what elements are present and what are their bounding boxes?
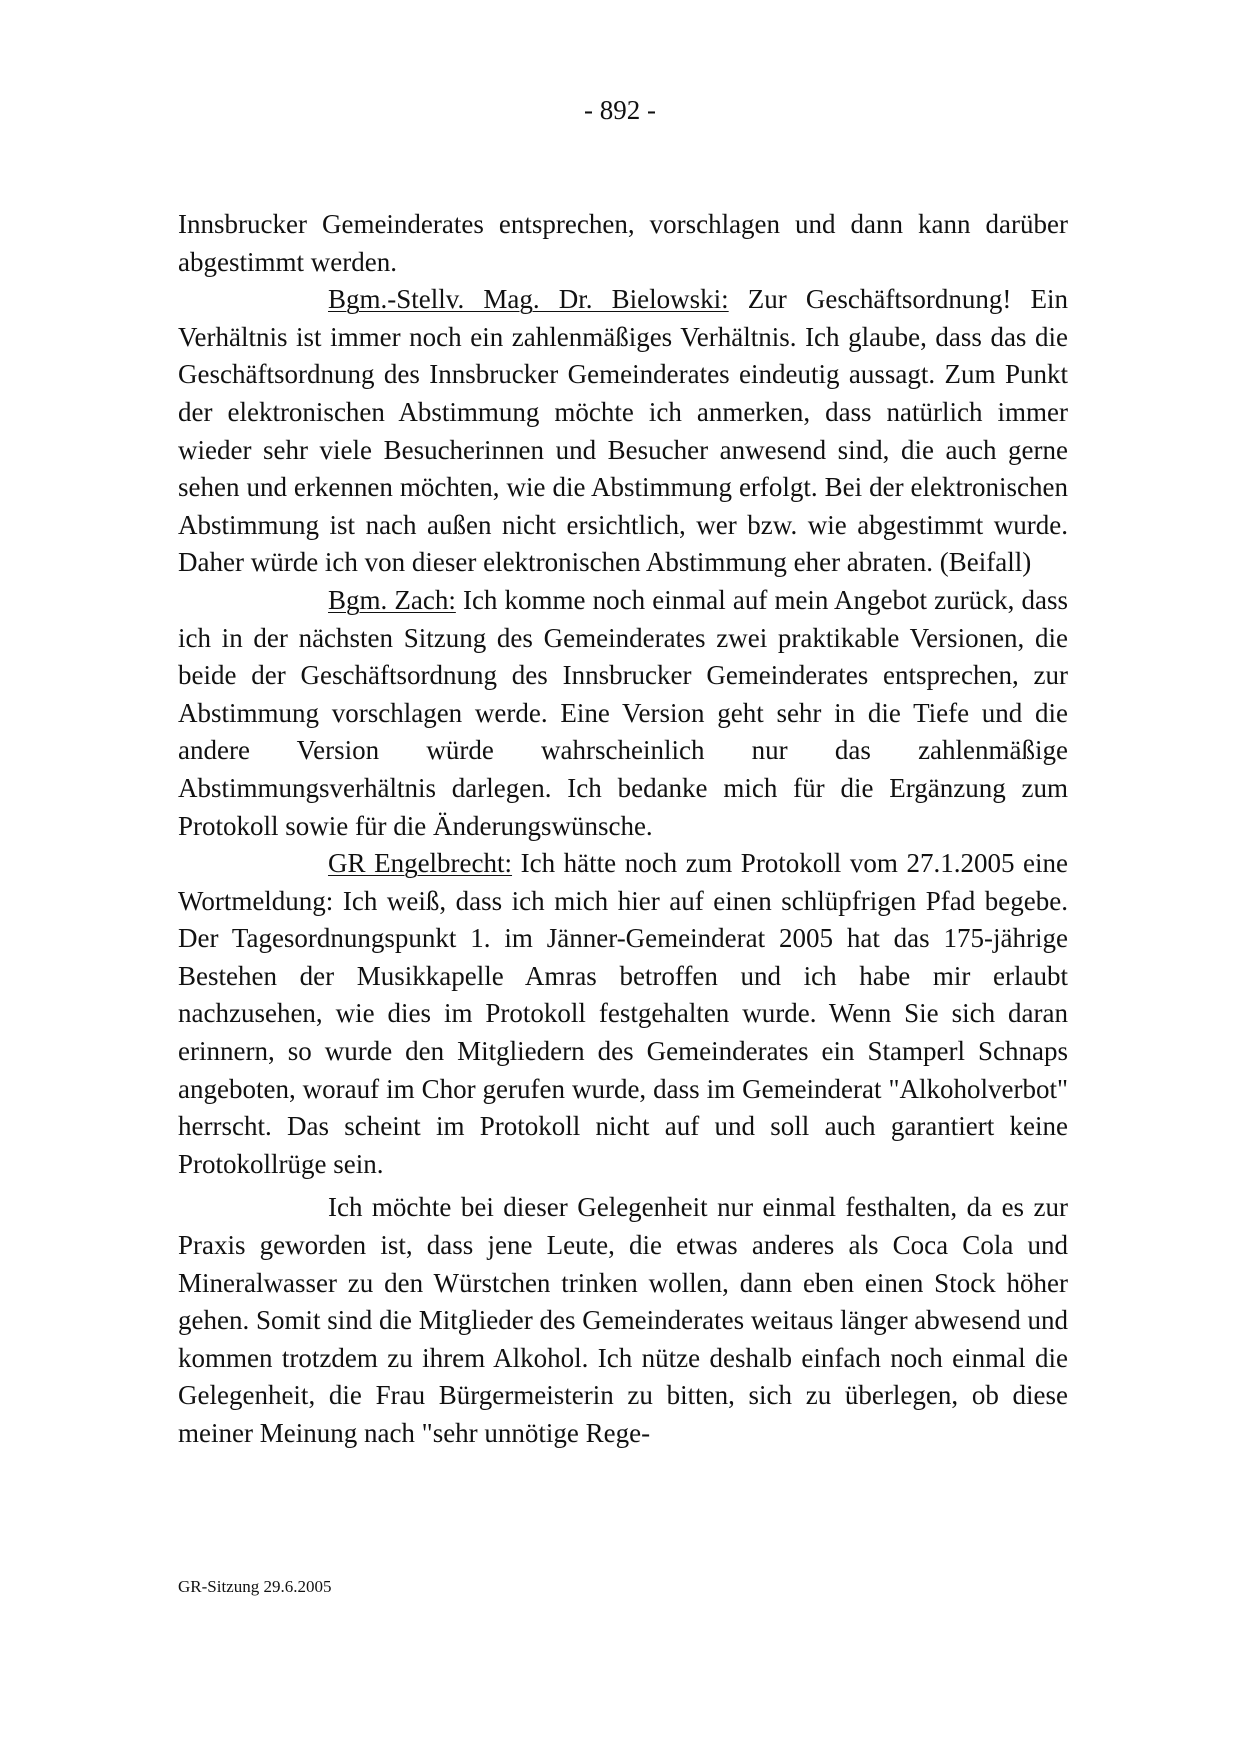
footer-session-date: GR-Sitzung 29.6.2005 (178, 1577, 332, 1596)
paragraph-text: Ich möchte bei dieser Gelegenheit nur einmal festhalten, da es zur Praxis geworden ist, dass jene Leute, die etwas anderes als Coca Cola und Mineralwasser zu den Würstchen trinken wollen, dann eben einen Stock höher gehen. Somit sind die Mitglieder des Gemeinderates weitaus länger abwesend und kommen trotzdem zu ihrem Alkohol. Ich nütze deshalb einfach noch einmal die Gelegenheit, die Frau Bürgermeisterin zu bitten, sich zu überlegen, ob diese meiner Meinung nach "sehr unnötige Rege- (178, 1192, 1069, 1448)
paragraph-text: Ich komme noch einmal auf mein Angebot zurück, dass ich in der nächsten Sitzung des Gemeinderates zwei praktikable Versionen, die beide der Geschäftsordnung des Innsbrucker Gemeinderates entsprechen, zur Abstimmung vorschlagen werde. Eine Version geht sehr in die Tiefe und die andere Version würde wahrscheinlich nur das zahlenmäßige Abstimmungsverhältnis darlegen. Ich bedanke mich für die Ergänzung zum Protokoll sowie für die Änderungswünsche. (178, 584, 1068, 841)
paragraph-bielowski (178, 281, 1068, 582)
document-body (178, 206, 1068, 1453)
page-number: - 892 - (584, 95, 656, 125)
paragraph-zach (178, 582, 1068, 845)
paragraph-engelbrecht (178, 845, 1068, 1183)
paragraph-text: Ich hätte noch zum Protokoll vom 27.1.2005 eine Wortmeldung: Ich weiß, dass ich mich hier auf einen schlüpfrigen Pfad begebe. Der Tagesordnungspunkt 1. im Jänner-Gemeinderat 2005 hat das 175-jährige Bestehen der Musikkapelle Amras betroffen und ich habe mir erlaubt nachzusehen, wie dies im Protokoll festgehalten wurde. Wenn Sie sich daran erinnern, so wurde den Mitgliedern des Gemeinderates ein Stamperl Schnaps angeboten, worauf im Chor gerufen wurde, dass im Gemeinderat "Alkoholverbot" herrscht. Das scheint im Protokoll nicht auf und soll auch garantiert keine Protokollrüge sein. (178, 848, 1068, 1179)
speaker-name: GR Engelbrecht: (328, 848, 513, 879)
paragraph-text: Zur Geschäftsordnung! Ein Verhältnis ist immer noch ein zahlenmäßiges Verhältnis. Ich glaube, dass das die Geschäftsordnung des Innsbrucker Gemeinderates eindeutig aussagt. Zum Punkt der elektronischen Abstimmung möchte ich anmerken, dass natürlich immer wieder sehr viele Besucherinnen und Besucher anwesend sind, die auch gerne sehen und erkennen möchten, wie die Abstimmung erfolgt. Bei der elektronischen Abstimmung ist nach außen nicht ersichtlich, wer bzw. wie abgestimmt wurde. Daher würde ich von dieser elektronischen Abstimmung eher abraten. (Beifall) (178, 284, 1069, 578)
speaker-name: Bgm. Zach: (328, 584, 456, 615)
speaker-name: Bgm.-Stellv. Mag. Dr. Bielowski: (328, 284, 729, 315)
paragraph-engelbrecht-continued (178, 1189, 1068, 1452)
paragraph-text: Innsbrucker Gemeinderates entsprechen, vorschlagen und dann kann darüber abgestimmt werden. (178, 209, 1068, 277)
paragraph-continuation (178, 206, 1068, 281)
